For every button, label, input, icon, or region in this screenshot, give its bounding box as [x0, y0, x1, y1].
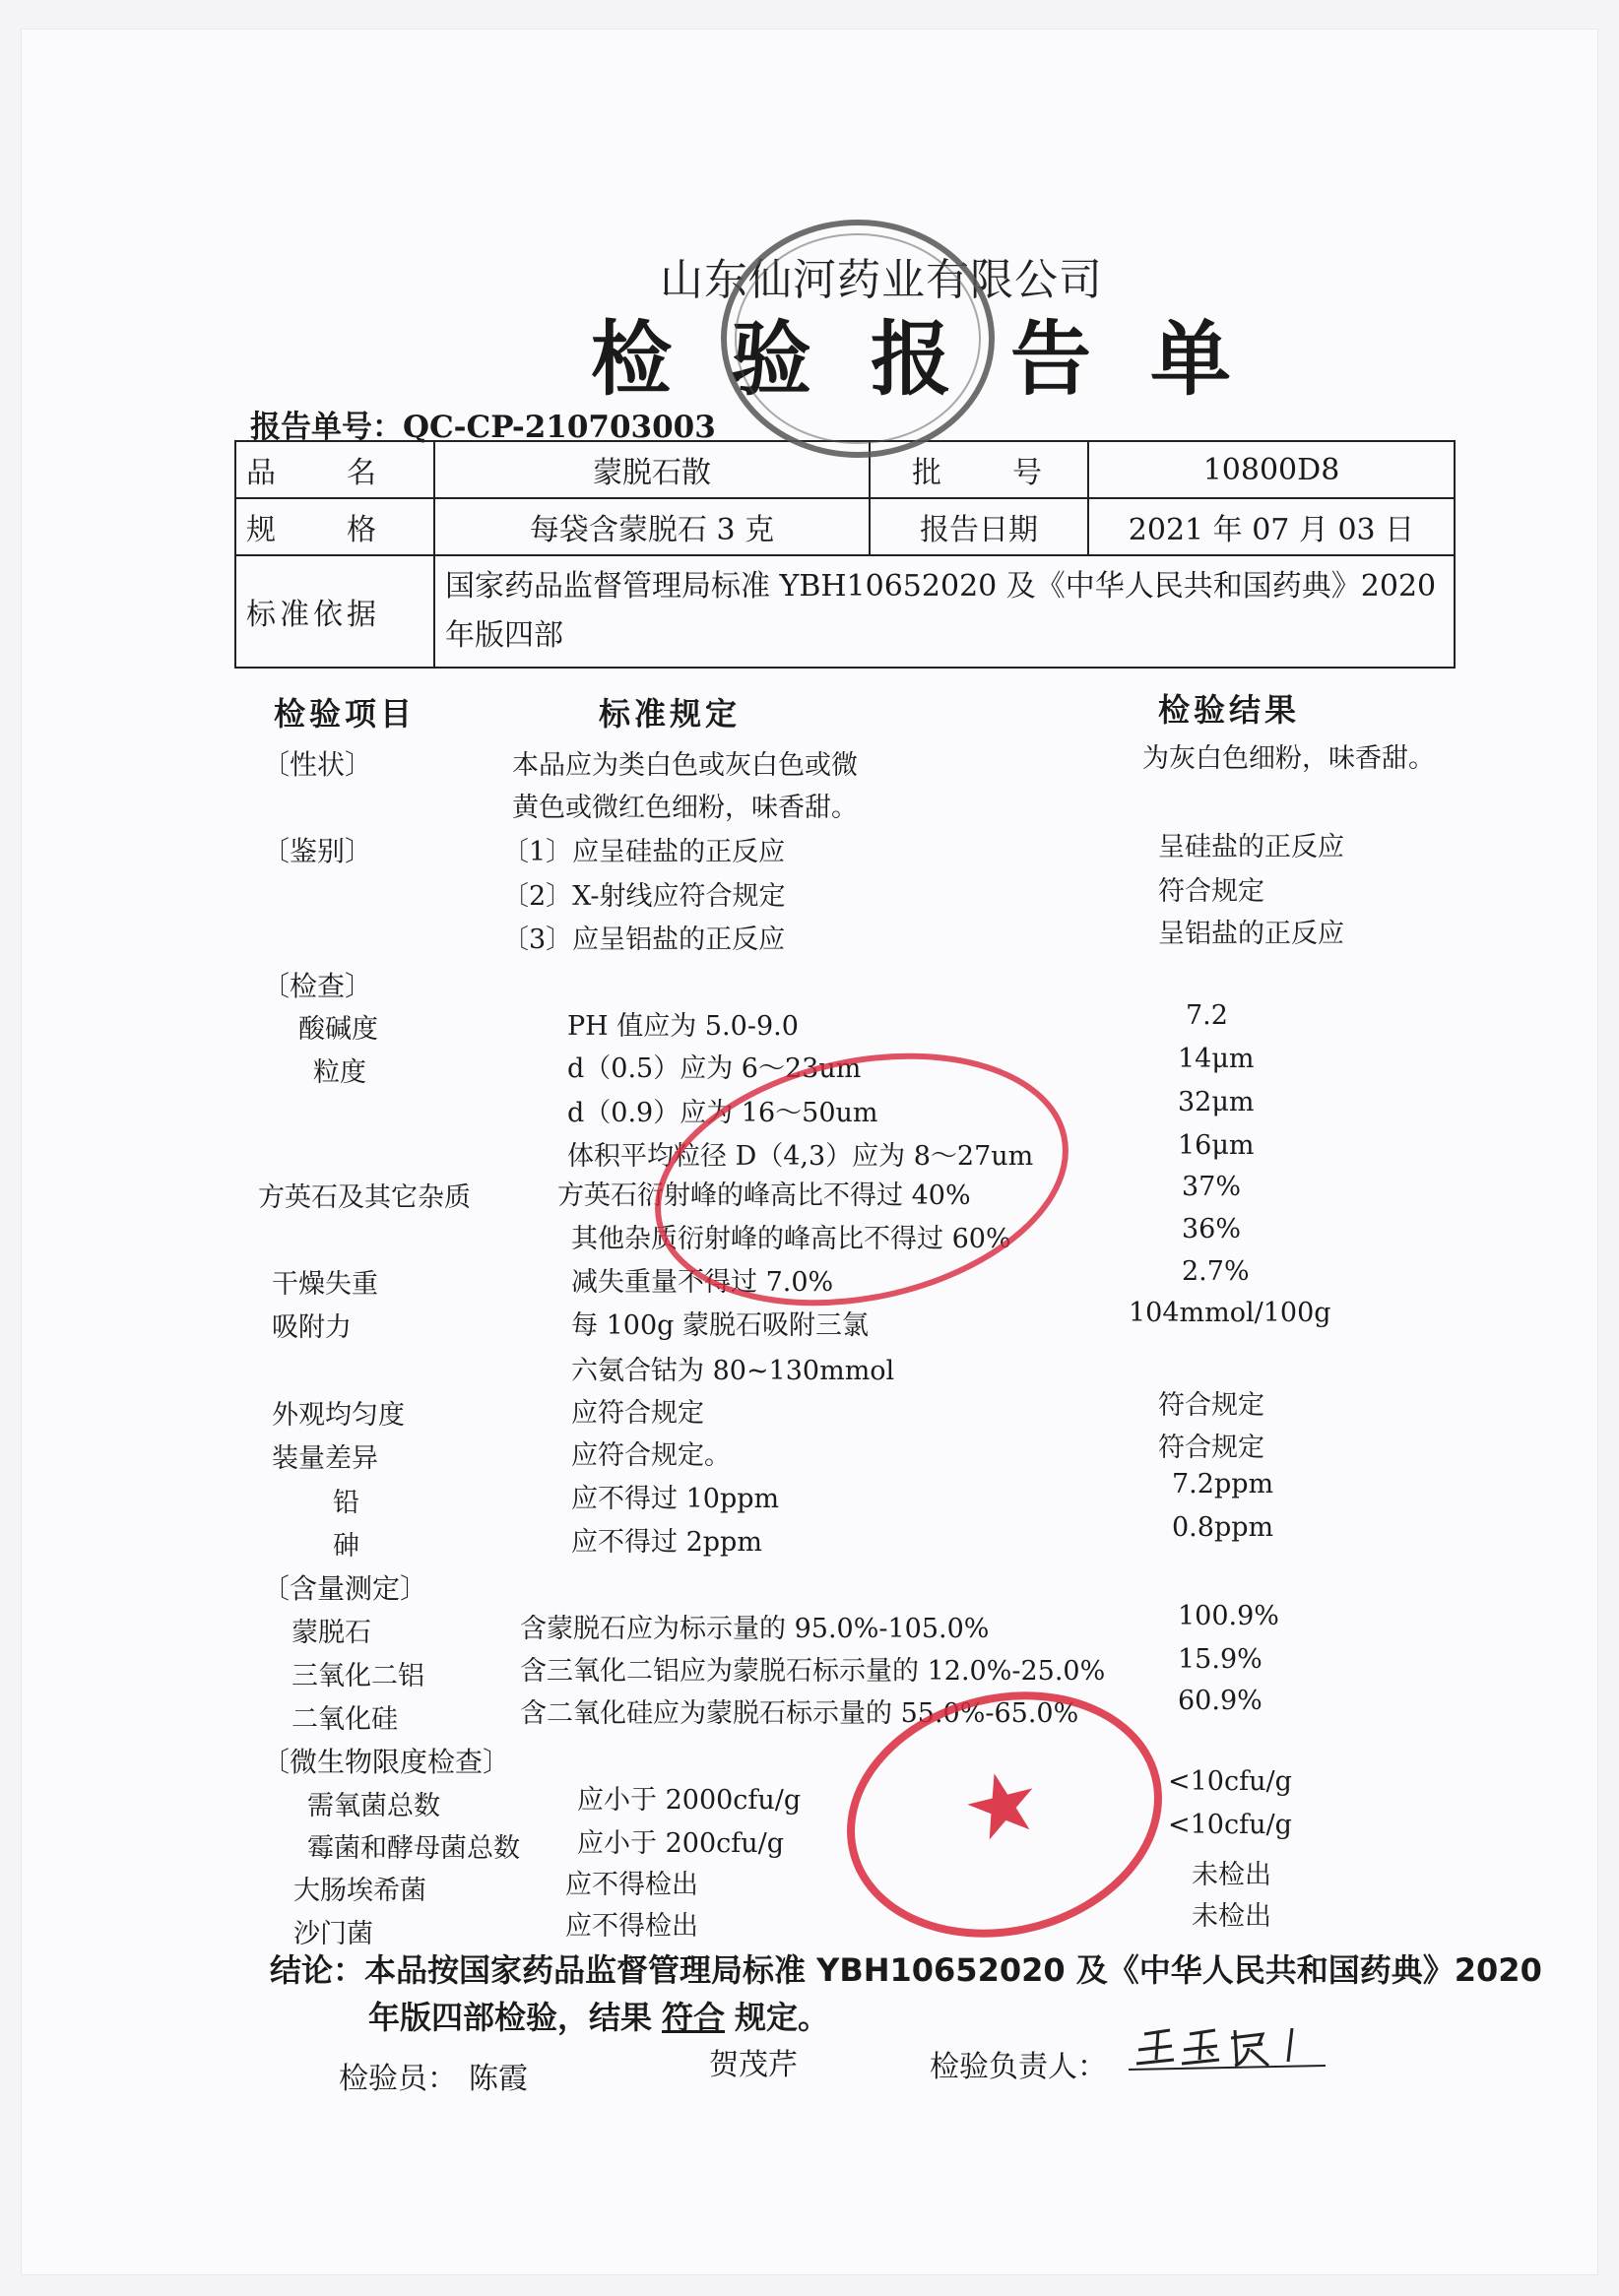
- row-standard: 含蒙脱石应为标示量的 95.0%-105.0%: [520, 1614, 990, 1644]
- quality-dept-stamp: [630, 1032, 1093, 1327]
- row-result: 未检出: [1192, 1901, 1271, 1932]
- row-item: 蒙脱石: [291, 1618, 371, 1648]
- column-item-header: 检验项目: [274, 695, 417, 733]
- spec-value: 每袋含蒙脱石 3 克: [434, 498, 870, 555]
- date-label: 报告日期: [870, 498, 1088, 555]
- row-result: 未检出: [1192, 1860, 1271, 1890]
- row-result: 呈硅盐的正反应: [1158, 832, 1344, 862]
- row-item: 粒度: [313, 1057, 366, 1088]
- row-result: <10cfu/g: [1168, 1810, 1292, 1840]
- row-standard: 〔2〕X-射线应符合规定: [502, 881, 786, 912]
- row-standard: 〔3〕应呈铝盐的正反应: [502, 925, 786, 955]
- quality-dept-stamp-image: [630, 1032, 1093, 1327]
- row-standard: 应符合规定。: [571, 1440, 731, 1471]
- row-standard: 应符合规定: [571, 1398, 704, 1429]
- row-item: 装量差异: [272, 1443, 378, 1474]
- product-value: 蒙脱石散: [434, 441, 870, 498]
- row-standard: 〔1〕应呈硅盐的正反应: [502, 837, 786, 867]
- row-standard: 黄色或微红色细粉，味香甜。: [512, 793, 858, 823]
- column-result-header: 检验结果: [1158, 691, 1301, 729]
- row-item: 干燥失重: [272, 1269, 378, 1300]
- conclusion-text-2a: 年版四部检验，结果: [368, 1999, 653, 2036]
- row-item: 霉菌和酵母菌总数: [307, 1833, 520, 1864]
- date-value: 2021 年 07 月 03 日: [1088, 498, 1455, 555]
- row-result: 100.9%: [1178, 1601, 1279, 1631]
- row-item: 砷: [333, 1531, 359, 1562]
- row-standard: 应不得检出: [565, 1911, 698, 1942]
- row-standard: 体积平均粒径 D（4,3）应为 8～27um: [567, 1141, 1034, 1172]
- row-result: 符合规定: [1158, 1433, 1264, 1463]
- row-standard: 应小于 200cfu/g: [577, 1828, 785, 1859]
- conclusion-text-2b: 规定。: [735, 1999, 830, 2036]
- conclusion-text-1: ：本品按国家药品监督管理局标准 YBH10652020 及《中华人民共和国药典》2020: [333, 1951, 1542, 1989]
- row-item: 酸碱度: [298, 1014, 378, 1045]
- conclusion-line-1: [270, 1945, 1542, 1991]
- report-number-value: QC-CP-210703003: [403, 410, 716, 445]
- row-item: 〔微生物限度检查〕: [262, 1746, 511, 1778]
- row-result: 7.2: [1186, 1000, 1228, 1031]
- inspector-label: 检验员：: [339, 2062, 457, 2096]
- spec-label: 规 格: [235, 498, 434, 555]
- row-result: 16μm: [1178, 1130, 1255, 1161]
- row-standard: 本品应为类白色或灰白色或微: [512, 750, 858, 781]
- conclusion-label: 结论: [270, 1951, 334, 1989]
- standard-line-2: 年版四部: [445, 618, 563, 653]
- row-result: 37%: [1182, 1172, 1242, 1202]
- row-standard: 每 100g 蒙脱石吸附三氯: [571, 1310, 869, 1341]
- row-result: <10cfu/g: [1168, 1766, 1292, 1797]
- row-standard: 六氨合钴为 80~130mmol: [571, 1356, 895, 1386]
- info-table: [234, 440, 1456, 669]
- column-standard-header: 标准规定: [599, 695, 742, 733]
- company-name: 山东仙河药业有限公司: [660, 255, 1103, 305]
- row-result: 14μm: [1178, 1044, 1255, 1074]
- row-result: 0.8ppm: [1172, 1512, 1274, 1543]
- standard-line-1: 国家药品监督管理局标准 YBH10652020 及《中华人民共和国药典》2020: [445, 569, 1437, 604]
- report-number-label: 报告单号：: [250, 410, 403, 445]
- row-result: 104mmol/100g: [1129, 1298, 1331, 1328]
- row-result: 15.9%: [1178, 1644, 1263, 1675]
- row-result: 符合规定: [1158, 1390, 1264, 1421]
- batch-label: 批 号: [870, 441, 1088, 498]
- row-result: 为灰白色细粉，味香甜。: [1142, 743, 1435, 774]
- standard-label: 标准依据: [235, 555, 434, 668]
- row-standard: 减失重量不得过 7.0%: [571, 1267, 834, 1298]
- row-standard: PH 值应为 5.0-9.0: [567, 1011, 799, 1042]
- row-standard: 方英石衍射峰的峰高比不得过 40%: [557, 1180, 971, 1211]
- row-item: 沙门菌: [293, 1919, 373, 1949]
- row-standard: 含二氧化硅应为蒙脱石标示量的 55.0%-65.0%: [520, 1698, 1079, 1729]
- conclusion-result: 符合: [662, 1999, 726, 2036]
- row-standard: 含三氧化二铝应为蒙脱石标示量的 12.0%-25.0%: [520, 1656, 1106, 1687]
- inspector-2-signature: 贺茂芹: [709, 2048, 798, 2082]
- row-item: 三氧化二铝: [291, 1661, 424, 1691]
- row-item: 〔性状〕: [262, 748, 373, 781]
- row-result: 7.2ppm: [1172, 1469, 1274, 1499]
- row-item: 铅: [333, 1488, 359, 1518]
- row-result: 2.7%: [1182, 1256, 1250, 1287]
- row-standard: 应不得过 10ppm: [571, 1484, 780, 1514]
- qc-dept-stamp-image: [715, 211, 1001, 467]
- handwritten-signature-image: [1125, 2020, 1331, 2075]
- row-item: 二氧化硅: [291, 1704, 398, 1735]
- row-item: 〔检查〕: [262, 970, 373, 1002]
- responsible-signature: [1125, 2020, 1331, 2075]
- row-item: 〔含量测定〕: [262, 1572, 428, 1605]
- row-item: 方英石及其它杂质: [258, 1182, 471, 1213]
- batch-value: 10800D8: [1088, 441, 1455, 498]
- inspector-1-signature: 陈霞: [469, 2062, 528, 2096]
- responsible-label: 检验负责人：: [930, 2050, 1107, 2084]
- row-standard: 应不得检出: [565, 1870, 698, 1900]
- row-item: 需氧菌总数: [307, 1791, 440, 1821]
- row-standard: d（0.5）应为 6～23um: [567, 1053, 862, 1084]
- standard-value: [434, 555, 1455, 668]
- row-standard: 其他杂质衍射峰的峰高比不得过 60%: [571, 1224, 1011, 1254]
- row-standard: d（0.9）应为 16～50um: [567, 1098, 878, 1128]
- row-result: 符合规定: [1158, 876, 1264, 907]
- row-result: 60.9%: [1178, 1686, 1263, 1716]
- row-standard: 应不得过 2ppm: [571, 1527, 762, 1558]
- row-result: 32μm: [1178, 1087, 1255, 1117]
- row-result: 36%: [1182, 1214, 1242, 1244]
- report-seal-stamp-image: [837, 1682, 1172, 1947]
- row-item: 外观均匀度: [272, 1400, 405, 1431]
- row-standard: 应小于 2000cfu/g: [577, 1785, 802, 1816]
- row-result: 呈铝盐的正反应: [1158, 919, 1344, 949]
- conclusion-line-2: [368, 1993, 829, 2038]
- report-seal-stamp: [837, 1682, 1172, 1947]
- product-label: 品 名: [235, 441, 434, 498]
- report-title: 检验报告单: [591, 313, 1291, 407]
- row-item: 吸附力: [272, 1312, 352, 1343]
- qc-dept-stamp: [715, 211, 1001, 467]
- row-item: 大肠埃希菌: [293, 1876, 426, 1906]
- row-item: 〔鉴别〕: [262, 835, 373, 867]
